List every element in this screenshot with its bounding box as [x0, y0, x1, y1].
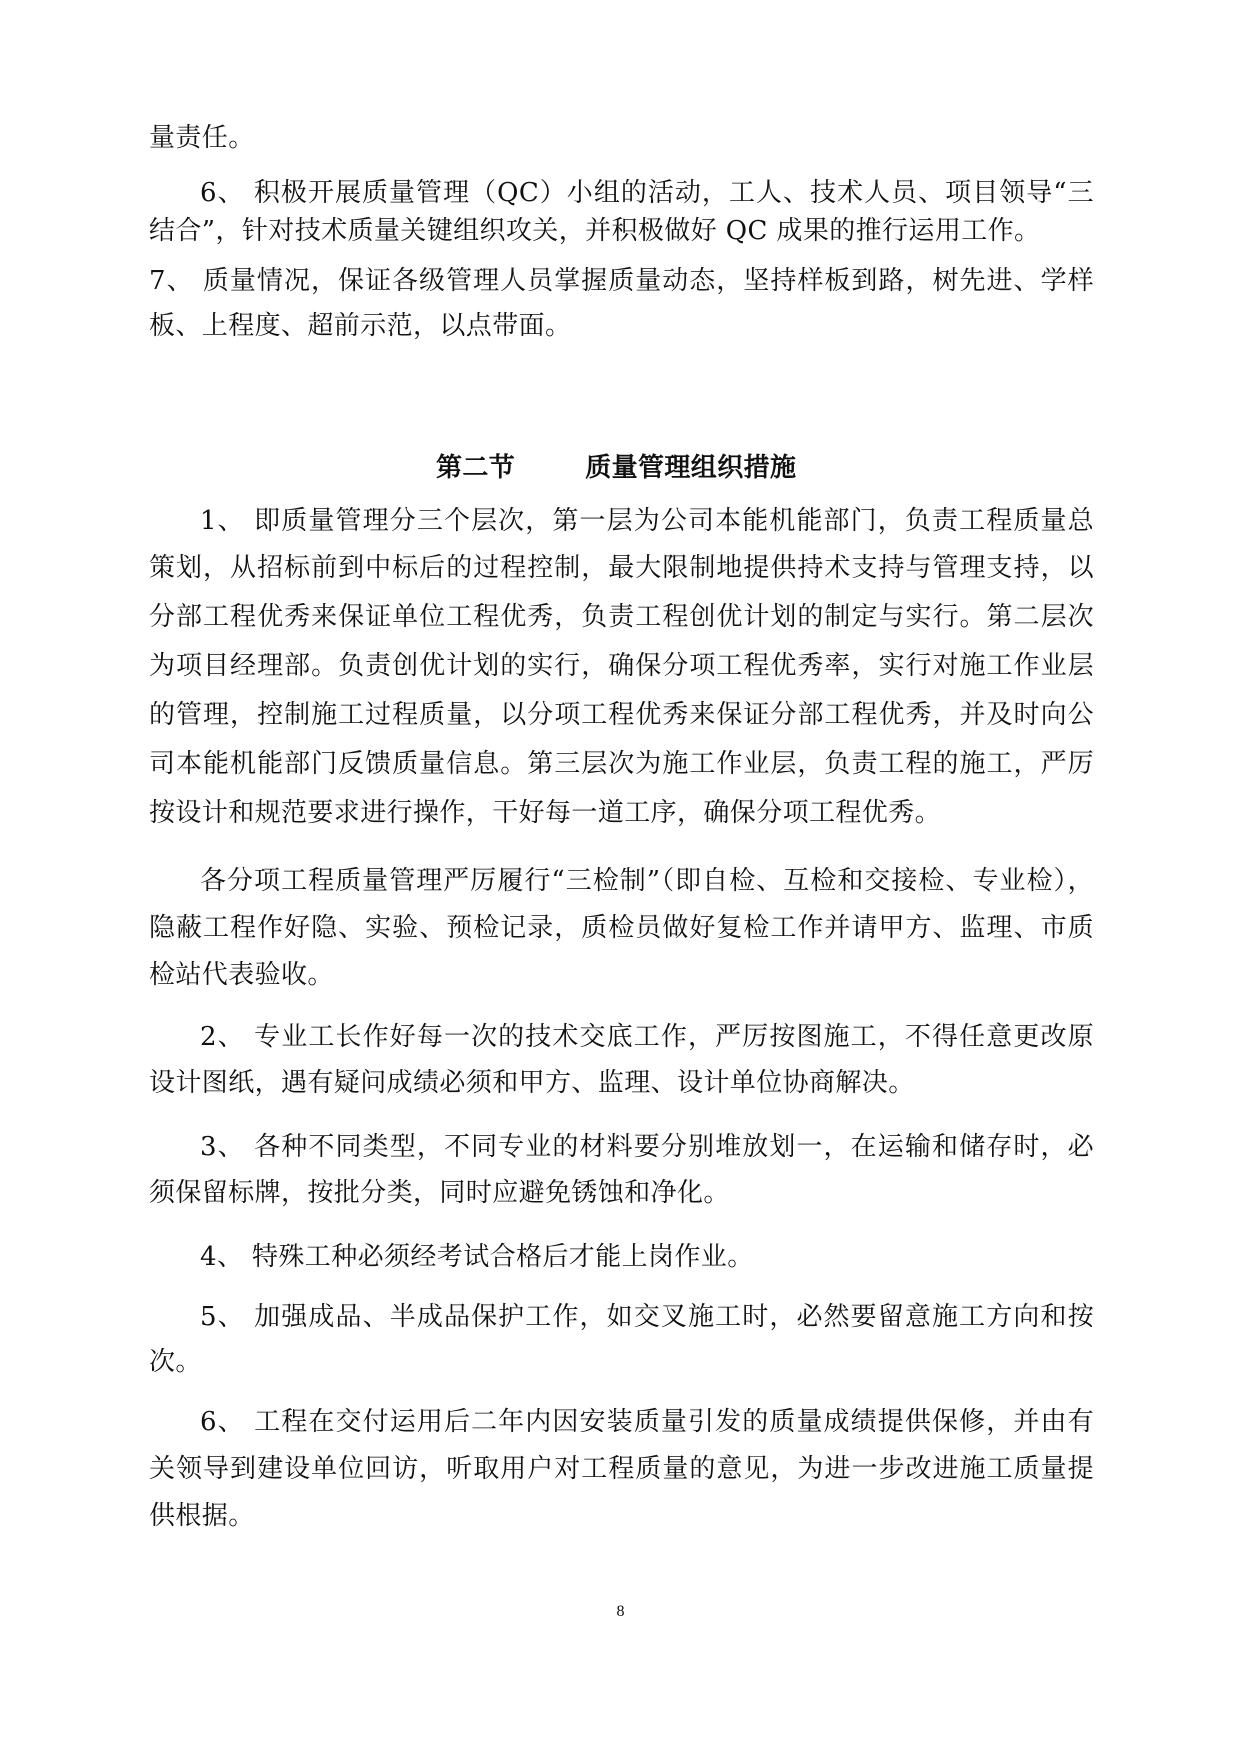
page-number: 8: [616, 1603, 625, 1620]
paragraph-line: 5、 加强成品、半成品保护工作，如交叉施工时，必然要留意施工方向和按: [200, 1302, 1094, 1332]
section-number: 第二节: [436, 453, 516, 483]
paragraph-line: 分部工程优秀来保证单位工程优秀，负责工程创优计划的制定与实行。第二层次: [149, 602, 1094, 632]
paragraph-line: 须保留标牌，按批分类，同时应避免锈蚀和净化。: [149, 1178, 730, 1208]
paragraph-line: 设计图纸，遇有疑问成绩必须和甲方、监理、设计单位协商解决。: [149, 1068, 915, 1098]
paragraph-line: 供根据。: [149, 1501, 255, 1531]
paragraph-line: 各分项工程质量管理严厉履行“三检制”（即自检、互检和交接检、专业检），: [200, 866, 1094, 896]
paragraph-line: 1、 即质量管理分三个层次，第一层为公司本能机能部门，负责工程质量总: [200, 506, 1094, 536]
paragraph-line: 2、 专业工长作好每一次的技术交底工作，严厉按图施工，不得任意更改原: [200, 1022, 1094, 1052]
paragraph-line: 隐蔽工程作好隐、实验、预检记录，质检员做好复检工作并请甲方、监理、市质: [149, 913, 1094, 943]
paragraph-line: 检站代表验收。: [149, 960, 334, 990]
paragraph-line: 7、 质量情况，保证各级管理人员掌握质量动态，坚持样板到路，树先进、学样: [149, 266, 1094, 296]
paragraph-line: 按设计和规范要求进行操作，干好每一道工序，确保分项工程优秀。: [149, 798, 942, 828]
paragraph-line: 6、 工程在交付运用后二年内因安装质量引发的质量成绩提供保修，并由有: [200, 1407, 1094, 1437]
paragraph-line: 3、 各种不同类型，不同专业的材料要分别堆放划一，在运输和储存时，必: [200, 1132, 1094, 1162]
section-heading: [436, 451, 796, 485]
paragraph-line: 4、 特殊工种必须经考试合格后才能上岗作业。: [200, 1242, 754, 1272]
paragraph-line: 板、上程度、超前示范，以点带面。: [149, 311, 572, 341]
paragraph-line: 结合”，针对技术质量关键组织攻关，并积极做好 QC 成果的推行运用工作。: [149, 216, 1041, 246]
paragraph-line: 为项目经理部。负责创优计划的实行，确保分项工程优秀率，实行对施工作业层: [149, 651, 1094, 681]
paragraph-line: 量责任。: [149, 123, 255, 153]
paragraph-line: 关领导到建设单位回访，听取用户对工程质量的意见，为进一步改进施工质量提: [149, 1454, 1094, 1484]
paragraph-line: 6、 积极开展质量管理（QC）小组的活动，工人、技术人员、项目领导“三: [200, 178, 1094, 208]
paragraph-line: 司本能机能部门反馈质量信息。第三层次为施工作业层，负责工程的施工，严厉: [149, 749, 1094, 779]
paragraph-line: 次。: [149, 1347, 202, 1377]
section-title: 质量管理组织措施: [585, 453, 797, 483]
paragraph-line: 策划，从招标前到中标后的过程控制，最大限制地提供持术支持与管理支持，以: [149, 553, 1094, 583]
paragraph-line: 的管理，控制施工过程质量，以分项工程优秀来保证分部工程优秀，并及时向公: [149, 700, 1094, 730]
